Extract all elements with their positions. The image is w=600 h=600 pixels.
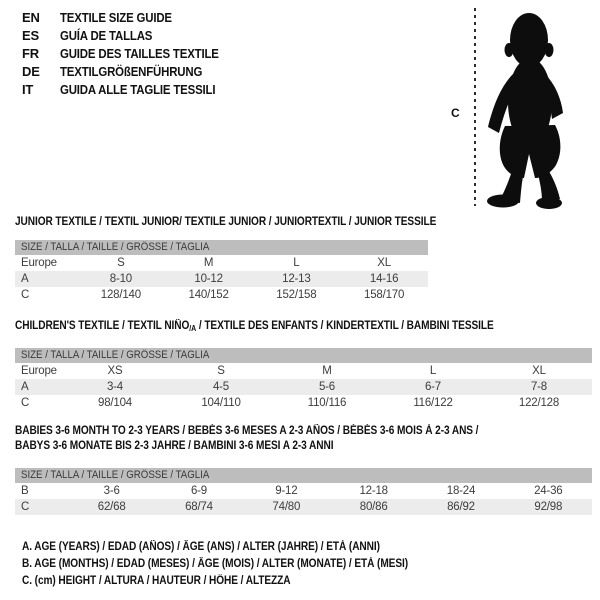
cell: 80/86 bbox=[359, 501, 388, 513]
row-label: C bbox=[21, 289, 30, 301]
footnote-a: A. AGE (YEARS) / EDAD (AÑOS) / ÂGE (ANS) / ALTER (JAHRE) / ETÀ (ANNI) bbox=[22, 541, 380, 553]
cell: XS bbox=[107, 365, 123, 377]
cell: 104/110 bbox=[201, 397, 241, 409]
cell: 62/68 bbox=[97, 501, 126, 513]
row-label: C bbox=[21, 501, 30, 513]
lang-row-en bbox=[22, 9, 240, 27]
row-label: Europe bbox=[21, 257, 57, 269]
cell: 6-7 bbox=[424, 381, 442, 393]
cell: 24-36 bbox=[534, 485, 563, 497]
height-measure-label: C bbox=[451, 106, 460, 120]
lang-code: ES bbox=[22, 28, 39, 43]
row-label: Europe bbox=[21, 365, 57, 377]
footnote-b: B. AGE (MONTHS) / EDAD (MESES) / ÂGE (MOIS) / ALTER (MONATE) / ETÀ (MESI) bbox=[22, 558, 409, 570]
cell: 140/152 bbox=[188, 289, 229, 301]
lang-code: FR bbox=[22, 46, 39, 61]
row-label: A bbox=[21, 381, 29, 393]
cell: 158/170 bbox=[364, 289, 405, 301]
cell: 3-4 bbox=[106, 381, 124, 393]
row-label: C bbox=[21, 397, 30, 409]
cell: XL bbox=[377, 257, 391, 269]
cell: 152/158 bbox=[276, 289, 317, 301]
lang-code: EN bbox=[22, 10, 40, 25]
lang-code: DE bbox=[22, 64, 40, 79]
cell: 92/98 bbox=[534, 501, 563, 513]
cell: 5-6 bbox=[318, 381, 336, 393]
cell: M bbox=[203, 257, 214, 269]
size-header-bar: SIZE / TALLA / TAILLE / GRÖSSE / TAGLIA bbox=[15, 240, 428, 255]
cell: 128/140 bbox=[100, 289, 141, 301]
cell: 98/104 bbox=[98, 397, 132, 409]
size-header-bar: SIZE / TALLA / TAILLE / GRÖSSE / TAGLIA bbox=[15, 468, 592, 483]
cell: L bbox=[293, 257, 300, 269]
babies-size-table bbox=[15, 468, 592, 515]
lang-row-es bbox=[22, 27, 240, 45]
cell: 4-5 bbox=[212, 381, 230, 393]
cell: 86/92 bbox=[447, 501, 475, 513]
lang-row-de bbox=[22, 63, 240, 81]
cell: 12-18 bbox=[359, 485, 388, 497]
cell: 18-24 bbox=[446, 485, 476, 497]
lang-label: GUIDA ALLE TAGLIE TESSILI bbox=[60, 82, 216, 97]
children-table-title: CHILDREN'S TEXTILE / TEXTIL $NIÑO_{/A}$ / TEXTILE DES ENFANTS / KINDERTEXTIL / BAMBINI TESSILE bbox=[15, 320, 494, 333]
table-row-europe bbox=[15, 255, 428, 271]
lang-code: IT bbox=[22, 82, 34, 97]
junior-size-table bbox=[15, 240, 428, 303]
cell: 7-8 bbox=[530, 381, 548, 393]
footnote-c: C. (cm) HEIGHT / ALTURA / HAUTEUR / HÖHE / ALTEZZA bbox=[22, 575, 291, 587]
cell: 8-10 bbox=[109, 273, 132, 285]
lang-label: GUÍA DE TALLAS bbox=[60, 28, 153, 43]
junior-table-title: JUNIOR TEXTILE / TEXTIL JUNIOR/ TEXTILE JUNIOR / JUNIORTEXTIL / JUNIOR TESSILE bbox=[15, 216, 437, 228]
children-size-table bbox=[15, 348, 592, 411]
language-list bbox=[22, 9, 240, 99]
cell: 74/80 bbox=[272, 501, 301, 513]
row-label: B bbox=[21, 485, 29, 497]
cell: 122/128 bbox=[518, 397, 560, 409]
cell: S bbox=[217, 365, 225, 377]
cell: XL bbox=[532, 365, 546, 377]
cell: M bbox=[322, 365, 332, 377]
table-row-a bbox=[15, 379, 592, 395]
subscript: /A bbox=[189, 324, 197, 333]
cell: L bbox=[429, 365, 437, 377]
table-row-europe bbox=[15, 363, 592, 379]
cell: S bbox=[117, 257, 125, 269]
cell: 6-9 bbox=[190, 485, 207, 497]
babies-table-title: BABIES 3-6 MONTH TO 2-3 YEARS / BEBÉS 3-6 MESES A 2-3 AÑOS / BÉBÉS 3-6 MOIS À 2-3 ANS / BABYS 3-6 MONATE BIS 2-3 JAHRE / BAMBINI 3-6 MESI A 2-3 ANNI bbox=[15, 425, 479, 452]
cell: 3-6 bbox=[103, 485, 120, 497]
table-row-c bbox=[15, 395, 592, 411]
lang-label: TEXTILGRÖßENFÜHRUNG bbox=[60, 64, 203, 79]
lang-label: GUIDE DES TAILLES TEXTILE bbox=[60, 46, 219, 61]
table-row-c bbox=[15, 499, 592, 515]
lang-label: TEXTILE SIZE GUIDE bbox=[60, 10, 172, 25]
cell: 110/116 bbox=[307, 397, 347, 409]
size-header-bar: SIZE / TALLA / TAILLE / GRÖSSE / TAGLIA bbox=[15, 348, 592, 363]
cell: 116/122 bbox=[413, 397, 453, 409]
baby-silhouette-image bbox=[483, 10, 571, 210]
cell: 9-12 bbox=[275, 485, 298, 497]
row-label: A bbox=[21, 273, 29, 285]
cell: 68/74 bbox=[185, 501, 213, 513]
lang-row-fr bbox=[22, 45, 240, 63]
cell: 14-16 bbox=[369, 273, 399, 285]
cell: 12-13 bbox=[282, 273, 311, 285]
table-row-c bbox=[15, 287, 428, 303]
height-measure-dotted-line bbox=[474, 8, 476, 206]
table-row-b bbox=[15, 483, 592, 499]
table-row-a bbox=[15, 271, 428, 287]
lang-row-it bbox=[22, 81, 240, 99]
cell: 10-12 bbox=[194, 273, 223, 285]
footnotes bbox=[22, 539, 461, 590]
